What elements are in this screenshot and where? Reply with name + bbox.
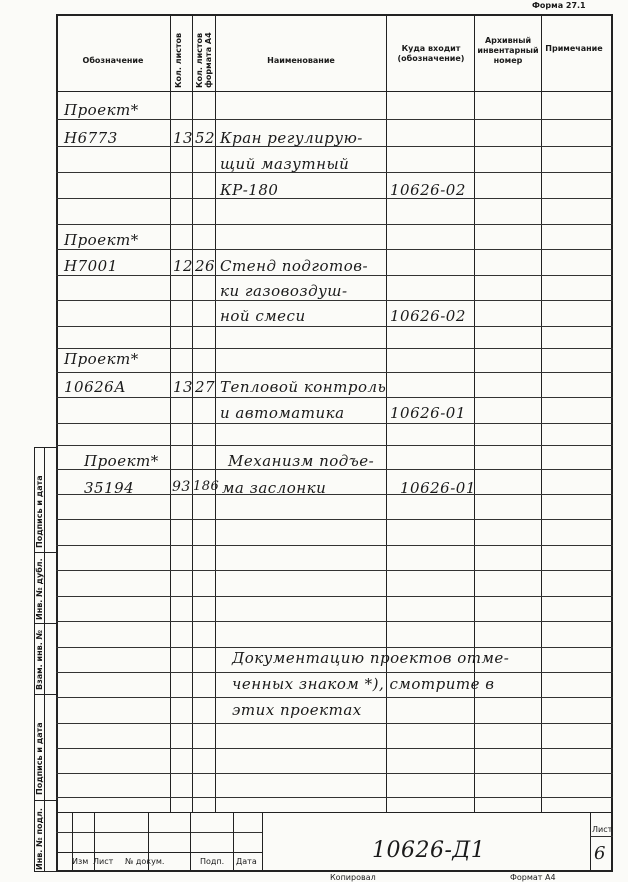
entry-project-label: Проект* [64, 101, 139, 119]
title-block-line [190, 812, 191, 872]
copied-by: Копировал [330, 873, 376, 882]
entry-sheets: 12 [173, 257, 194, 275]
entry-name-line: щий мазутный [220, 155, 350, 173]
row-line [56, 647, 613, 648]
row-line [56, 723, 613, 724]
entry-name-line: ной смеси [220, 307, 306, 325]
entry-sheets: 13 [173, 129, 194, 147]
title-block-line [233, 812, 234, 872]
doc-number: 10626-Д1 [372, 838, 486, 863]
entry-project-label: Проект* [64, 231, 139, 249]
row-line [56, 494, 613, 495]
tb-col-list: Лист [93, 857, 114, 866]
tb-col-sign: Подп. [200, 857, 225, 866]
row-line [56, 224, 613, 225]
side-label-inv-podl: Инв. № подл. [35, 808, 44, 870]
side-label-vzam: Взам. инв. № [35, 629, 44, 690]
col-line [541, 14, 542, 812]
entry-where-used: 10626-01 [400, 479, 476, 497]
footnote-line: ченных знаком *), смотрите в [232, 675, 495, 693]
row-line [56, 545, 613, 546]
entry-a4: 26 [195, 257, 216, 275]
entry-project-number: Н7001 [64, 257, 118, 275]
col-header-archive: Архивный инвентарный номер [477, 36, 539, 65]
side-strip-divider [44, 447, 45, 872]
title-block-line [56, 852, 262, 853]
entry-project-label: Проект* [84, 452, 159, 470]
sheet-label: Лист [592, 825, 613, 834]
row-line [56, 570, 613, 571]
side-divider [34, 623, 56, 624]
entry-name-line: КР-180 [220, 181, 279, 199]
col-header-note: Примечание [545, 44, 603, 53]
entry-sheets: 13 [173, 378, 194, 396]
col-header-sheets: Кол. листов [174, 32, 183, 88]
col-header-designation: Обозначение [82, 56, 144, 65]
col-line [215, 14, 216, 812]
format-label: Формат А4 [510, 873, 556, 882]
entry-where-used: 10626-01 [390, 404, 466, 422]
row-line [56, 445, 613, 446]
entry-name-line: и автоматика [220, 404, 345, 422]
side-divider [34, 800, 56, 801]
side-label-sign-date-2: Подпись и дата [35, 475, 44, 548]
title-block-line [590, 812, 591, 872]
row-line [56, 596, 613, 597]
row-line [56, 119, 613, 120]
row-line [56, 621, 613, 622]
side-label-sign-date: Подпись и дата [35, 722, 44, 795]
tb-col-doc: № докум. [125, 857, 165, 866]
entry-name-line: ки газовоздуш- [220, 282, 348, 300]
row-line [56, 697, 613, 698]
tb-col-date: Дата [236, 857, 257, 866]
row-line [56, 748, 613, 749]
col-header-name: Наименование [267, 56, 335, 65]
side-divider [34, 694, 56, 695]
row-line [56, 797, 613, 798]
sheet-number: 6 [594, 843, 606, 864]
entry-where-used: 10626-02 [390, 181, 466, 199]
entry-project-number: 10626А [64, 378, 127, 396]
entry-name-line: Тепловой контроль [220, 378, 387, 396]
side-label-inv-dubl: Инв. № дубл. [35, 558, 44, 620]
entry-name-line: Кран регулирую- [220, 129, 363, 147]
header-line [56, 91, 613, 92]
entry-where-used: 10626-02 [390, 307, 466, 325]
entry-sheets: 93 [172, 479, 191, 495]
tb-col-izm: Изм [72, 857, 89, 866]
entry-a4: 52 [195, 129, 216, 147]
footnote-line: этих проектах [232, 701, 362, 719]
side-divider [34, 552, 56, 553]
entry-project-number: 35194 [84, 479, 135, 497]
row-line [56, 275, 613, 276]
row-line [56, 198, 613, 199]
row-line [56, 326, 613, 327]
row-line [56, 397, 613, 398]
form-label: Форма 27.1 [532, 1, 586, 10]
entry-name-line: Механизм подъе- [228, 452, 375, 470]
title-block-top [56, 812, 613, 813]
entry-project-number: Н6773 [64, 129, 118, 147]
col-header-where-used: Куда входит (обозначение) [397, 44, 465, 63]
row-line [56, 773, 613, 774]
col-header-a4: Кол. листов формата А4 [195, 32, 213, 88]
col-line [170, 14, 171, 812]
title-block-line [262, 812, 263, 872]
title-block-line [56, 832, 262, 833]
entry-a4: 186 [193, 479, 220, 494]
title-block-line [590, 836, 613, 837]
row-line [56, 348, 613, 349]
footnote-line: Документацию проектов отме- [232, 649, 510, 667]
entry-name-line: Стенд подготов- [220, 257, 369, 275]
row-line [56, 423, 613, 424]
row-line [56, 519, 613, 520]
row-line [56, 672, 613, 673]
entry-a4: 27 [195, 378, 216, 396]
entry-name-line: ма заслонки [222, 479, 327, 497]
row-line [56, 300, 613, 301]
entry-project-label: Проект* [64, 350, 139, 368]
row-line [56, 372, 613, 373]
row-line [56, 249, 613, 250]
